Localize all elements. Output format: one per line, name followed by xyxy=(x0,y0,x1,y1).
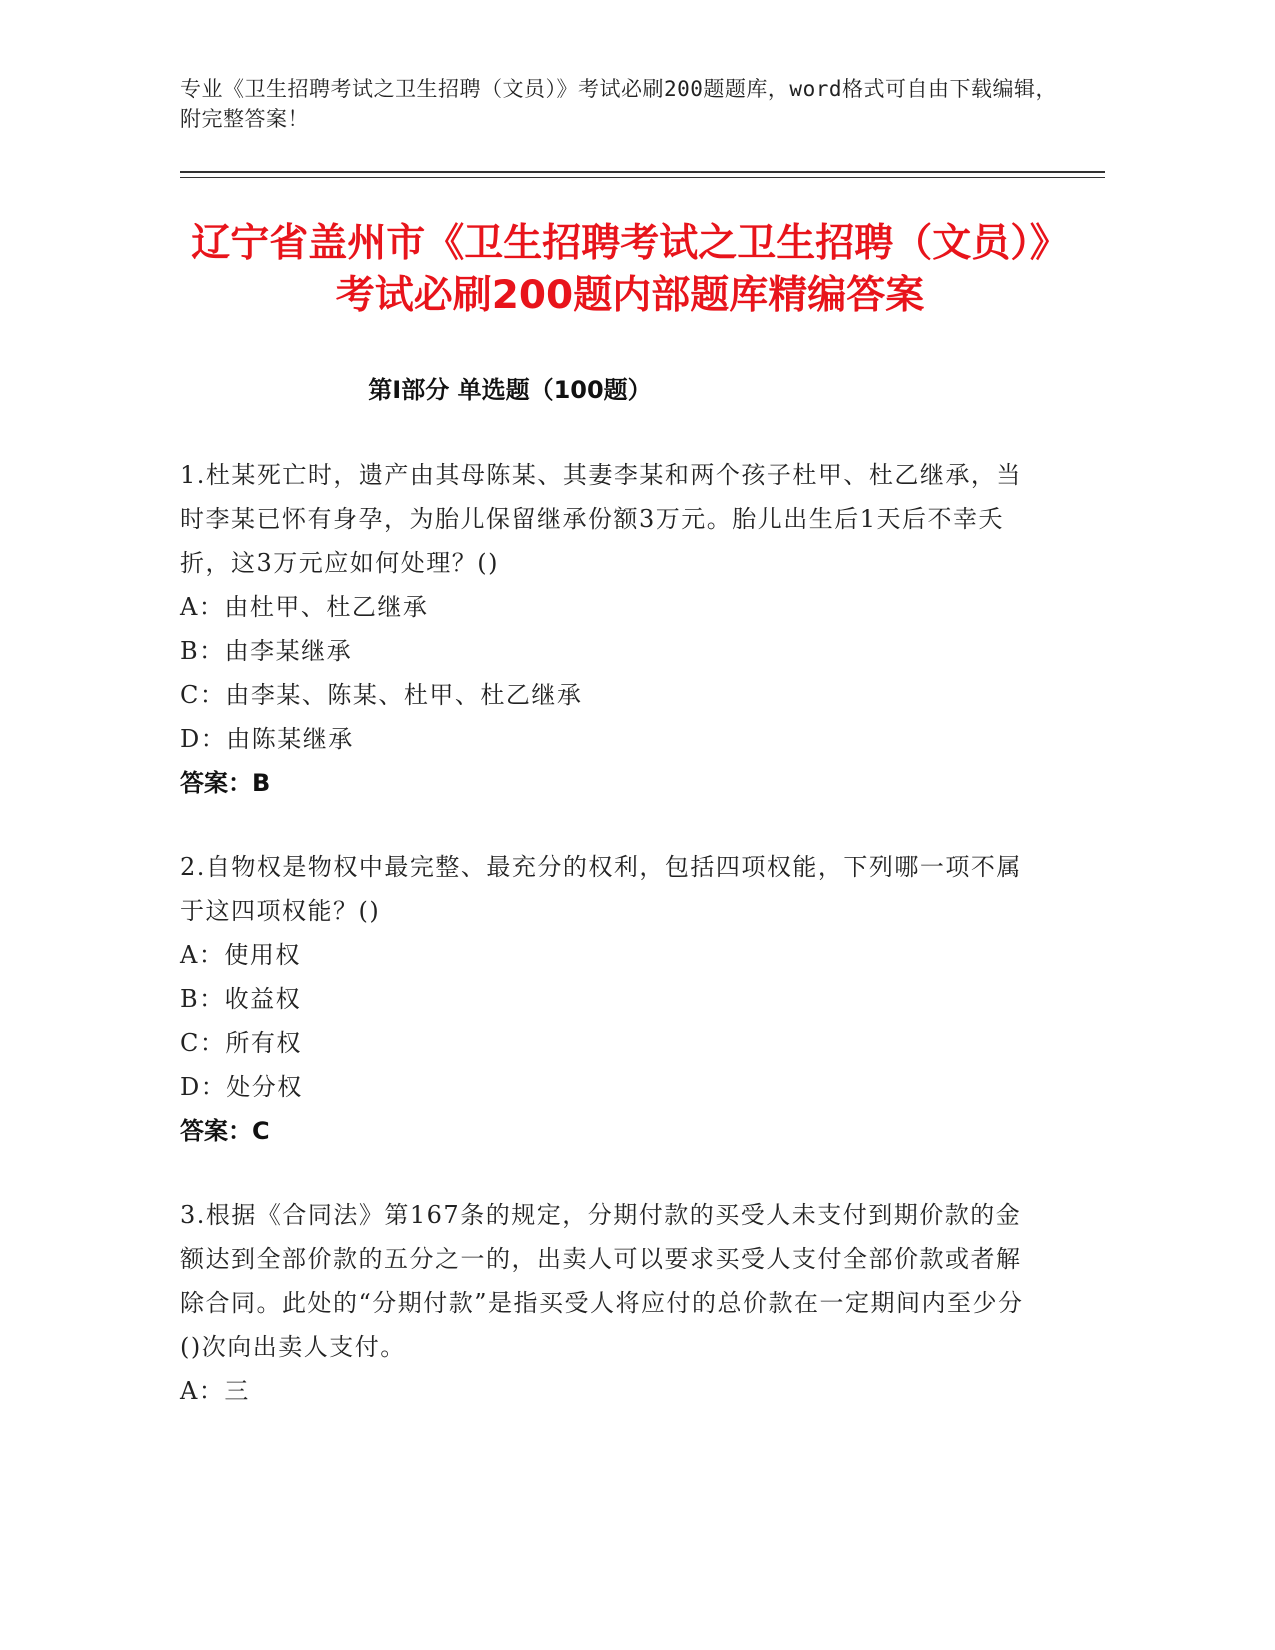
option-d: D：由陈某继承 xyxy=(180,725,354,753)
answer-line: 答案：B xyxy=(180,769,271,797)
option-c: C：所有权 xyxy=(180,1029,302,1057)
question-2 xyxy=(180,845,1040,1153)
option-a: A：使用权 xyxy=(180,941,301,969)
option-b: B：由李某继承 xyxy=(180,637,353,665)
option-c: C：由李某、陈某、杜甲、杜乙继承 xyxy=(180,681,583,709)
header-divider-thin xyxy=(180,177,1105,178)
question-1 xyxy=(180,453,1040,805)
question-stem: 1.杜某死亡时，遗产由其母陈某、其妻李某和两个孩子杜甲、杜乙继承，当时李某已怀有身孕，为胎儿保留继承份额3万元。胎儿出生后1天后不幸夭折，这3万元应如何处理？() xyxy=(180,461,1022,577)
option-a: A：由杜甲、杜乙继承 xyxy=(180,593,429,621)
option-d: D：处分权 xyxy=(180,1073,303,1101)
document-title: 辽宁省盖州市《卫生招聘考试之卫生招聘（文员）》考试必刷200题内部题库精编答案 xyxy=(191,221,1069,318)
question-stem: 2.自物权是物权中最完整、最充分的权利，包括四项权能，下列哪一项不属于这四项权能？() xyxy=(180,853,1022,925)
question-stem: 3.根据《合同法》第167条的规定，分期付款的买受人未支付到期价款的金额达到全部价款的五分之一的，出卖人可以要求买受人支付全部价款或者解除合同。此处的“分期付款”是指买受人将应付的总价款在一定期间内至少分()次向出卖人支付。 xyxy=(180,1201,1024,1361)
question-3 xyxy=(180,1193,1040,1413)
answer-line: 答案：C xyxy=(180,1117,270,1145)
section-heading: 第I部分 单选题（100题） xyxy=(368,376,652,404)
option-a: A：三 xyxy=(180,1377,250,1405)
header-note: 专业《卫生招聘考试之卫生招聘（文员）》考试必刷200题题库，word格式可自由下载编辑，附完整答案！ xyxy=(180,77,1057,131)
header-divider-thick xyxy=(180,171,1105,173)
option-b: B：收益权 xyxy=(180,985,302,1013)
